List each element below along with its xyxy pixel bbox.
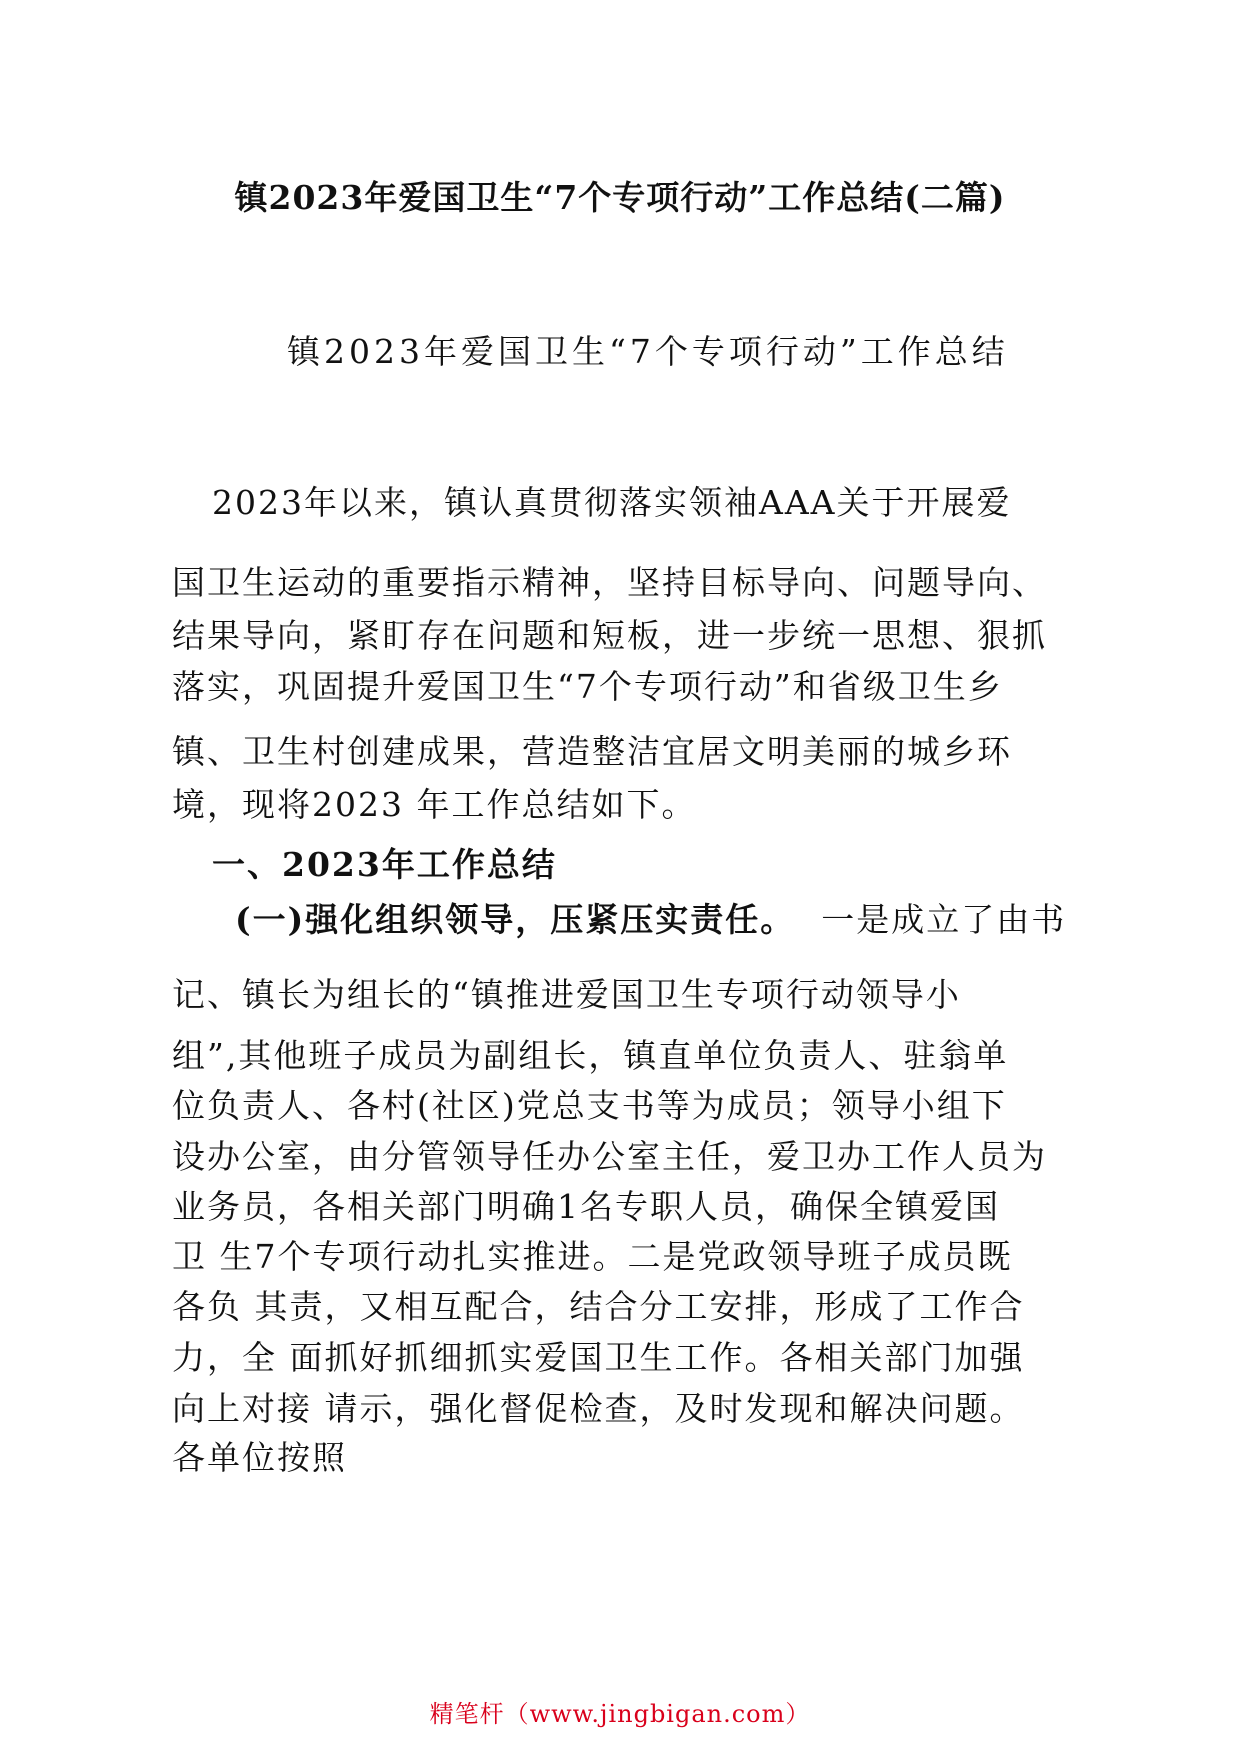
document-title: 镇2023年爱国卫生“7个专项行动”工作总结(二篇): [234, 178, 1006, 217]
intro-line: 国卫生运动的重要指示精神，坚持目标导向、问题导向、: [172, 563, 1047, 602]
footer-watermark-link[interactable]: 精笔杆（www.jingbigan.com）: [429, 1700, 811, 1728]
intro-line: 落实，巩固提升爱国卫生“7个专项行动”和省级卫生乡: [172, 667, 1003, 706]
subsection-lead: 一是成立了由书: [821, 900, 1067, 939]
intro-line: 2023年以来，镇认真贯彻落实领袖AAA关于开展爱: [212, 483, 1012, 522]
body-line: 向上对接 请示，强化督促检查，及时发现和解决问题。: [172, 1389, 1025, 1428]
intro-line: 镇、卫生村创建成果，营造整洁宜居文明美丽的城乡环: [172, 732, 1012, 771]
body-line: 设办公室，由分管领导任办公室主任，爱卫办工作人员为: [172, 1137, 1047, 1176]
intro-line: 结果导向，紧盯存在问题和短板，进一步统一思想、狠抓: [172, 616, 1047, 655]
body-line: 位负责人、各村(社区)党总支书等为成员；领导小组下: [172, 1086, 1007, 1125]
subsection-heading: (一)强化组织领导，压紧压实责任。: [235, 900, 796, 939]
body-line: 组”,其他班子成员为副组长，镇直单位负责人、驻翁单: [172, 1036, 1009, 1075]
intro-line: 境，现将2023 年工作总结如下。: [172, 785, 697, 824]
document-subtitle: 镇2023年爱国卫生“7个专项行动”工作总结: [287, 332, 1009, 371]
section-heading: 一、2023年工作总结: [212, 845, 557, 884]
body-line: 各单位按照: [172, 1438, 347, 1477]
body-line: 记、镇长为组长的“镇推进爱国卫生专项行动领导小: [172, 975, 961, 1014]
body-line: 力，全 面抓好抓细抓实爱国卫生工作。各相关部门加强: [172, 1338, 1025, 1377]
subsection-line: [235, 900, 1066, 940]
body-line: 业务员，各相关部门明确1名专职人员，确保全镇爱国: [172, 1187, 1000, 1226]
body-line: 卫 生7个专项行动扎实推进。二是党政领导班子成员既: [172, 1237, 1013, 1276]
body-line: 各负 其责，又相互配合，结合分工安排，形成了工作合: [172, 1287, 1025, 1326]
